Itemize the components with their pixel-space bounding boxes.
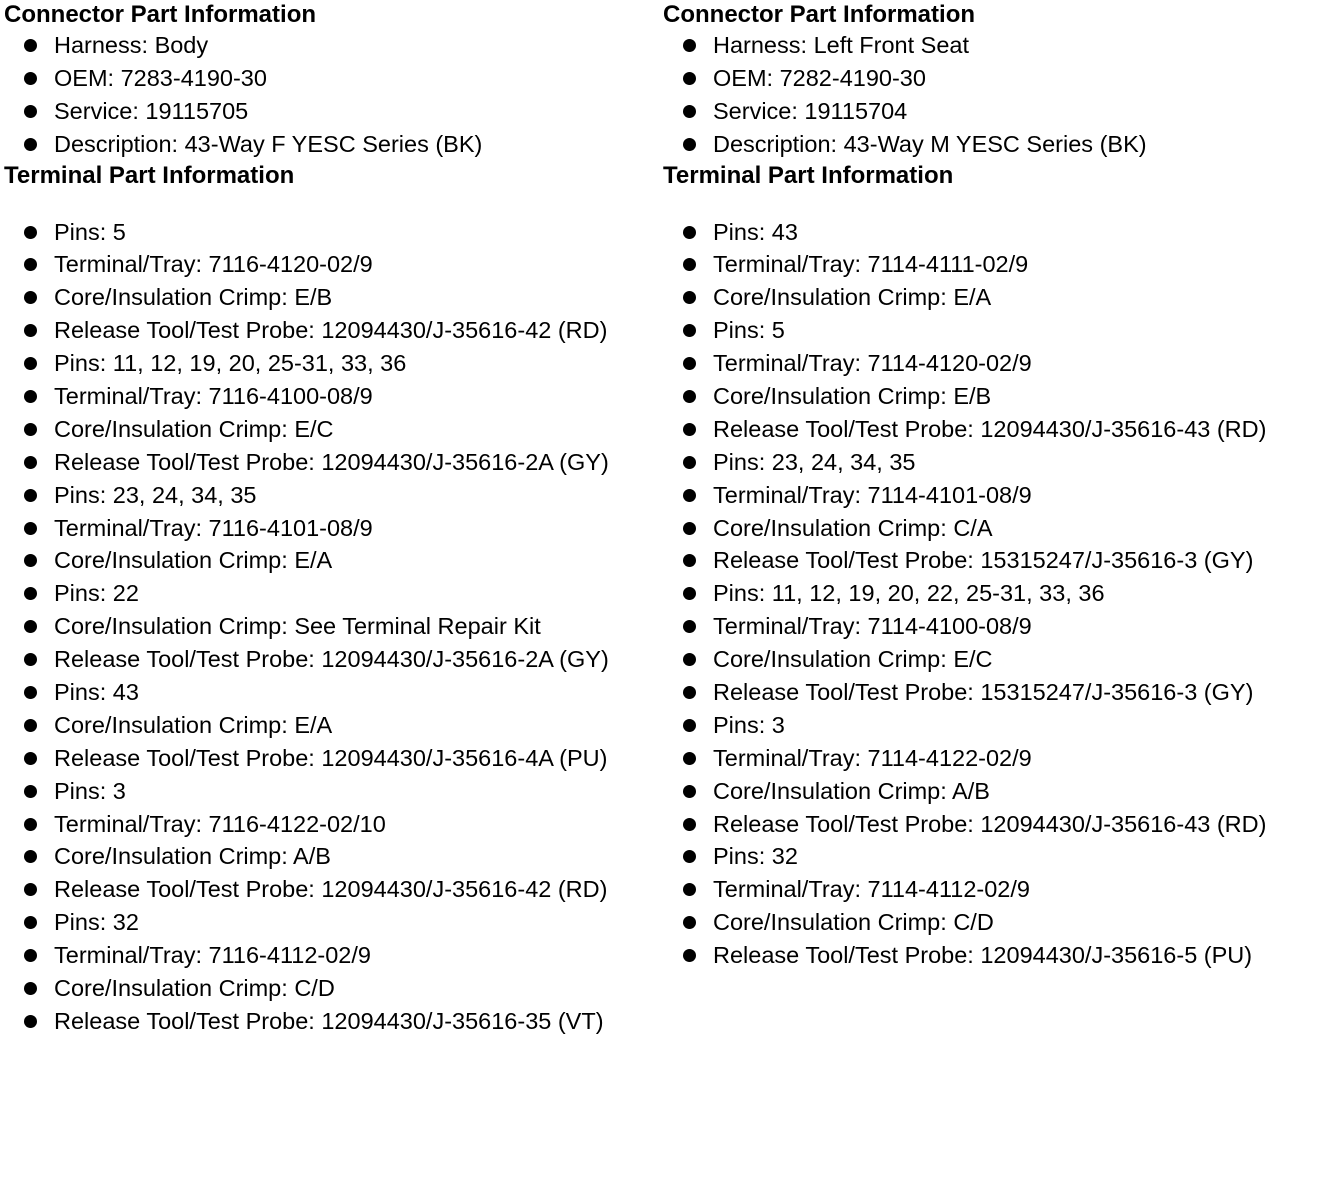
- list-item: [663, 95, 1323, 128]
- item-text: Pins: 32: [54, 909, 139, 936]
- list-item: [663, 512, 1323, 545]
- bullet-icon: [24, 489, 37, 502]
- list-item: [663, 29, 1323, 62]
- bullet-icon: [24, 291, 37, 304]
- terminal-group: [663, 840, 1323, 972]
- item-text: Core/Insulation Crimp: C/D: [54, 975, 335, 1002]
- bullet-icon: [683, 357, 696, 370]
- item-text: Terminal/Tray: 7114-4111-02/9: [713, 251, 1029, 278]
- bullet-icon: [683, 423, 696, 436]
- bullet-icon: [683, 226, 696, 239]
- bullet-icon: [683, 850, 696, 863]
- bullet-icon: [683, 554, 696, 567]
- item-text: Core/Insulation Crimp: A/B: [713, 777, 990, 804]
- list-item: [663, 347, 1323, 380]
- item-text: Pins: 11, 12, 19, 20, 25-31, 33, 36: [54, 350, 407, 377]
- bullet-icon: [24, 324, 37, 337]
- item-text: Terminal/Tray: 7114-4112-02/9: [713, 876, 1030, 903]
- terminal-groups: [663, 190, 1323, 972]
- bullet-icon: [683, 818, 696, 831]
- list-item: [663, 314, 1323, 347]
- item-text: Release Tool/Test Probe: 12094430/J-35616-43 (RD): [713, 415, 1267, 442]
- list-item: [4, 742, 659, 775]
- item-text: Service: 19115705: [54, 97, 249, 124]
- bullet-icon: [24, 752, 37, 765]
- list-item: [663, 248, 1323, 281]
- item-text: Pins: 22: [54, 580, 139, 607]
- item-text: Pins: 43: [54, 679, 139, 706]
- terminal-group: [663, 314, 1323, 446]
- terminal-group: [4, 775, 659, 907]
- right-column: [663, 0, 1323, 972]
- list-item: [663, 446, 1323, 479]
- bullet-icon: [683, 258, 696, 271]
- item-text: Service: 19115704: [713, 97, 908, 124]
- bullet-icon: [24, 554, 37, 567]
- terminal-heading: Terminal Part Information: [4, 161, 295, 189]
- item-text: Core/Insulation Crimp: C/D: [713, 909, 994, 936]
- item-text: Release Tool/Test Probe: 12094430/J-35616-35 (VT): [54, 1007, 604, 1034]
- bullet-icon: [24, 1015, 37, 1028]
- item-text: Core/Insulation Crimp: A/B: [54, 843, 331, 870]
- list-item: [663, 479, 1323, 512]
- item-text: Pins: 5: [713, 317, 785, 344]
- bullet-icon: [683, 686, 696, 699]
- bullet-icon: [24, 39, 37, 52]
- item-text: Terminal/Tray: 7114-4101-08/9: [713, 481, 1032, 508]
- terminal-group: [663, 216, 1323, 315]
- connector-list: [4, 29, 659, 161]
- list-item: [663, 873, 1323, 906]
- terminal-group: [4, 216, 659, 348]
- list-item: [663, 840, 1323, 873]
- item-text: Core/Insulation Crimp: E/A: [713, 284, 992, 311]
- list-item: [4, 873, 659, 906]
- item-text: OEM: 7283-4190-30: [54, 64, 267, 91]
- item-text: Harness: Left Front Seat: [713, 32, 970, 58]
- item-text: Core/Insulation Crimp: E/A: [54, 547, 333, 574]
- list-item: [663, 939, 1323, 972]
- list-item: [4, 643, 659, 676]
- connector-list: [663, 29, 1323, 161]
- list-item: [4, 906, 659, 939]
- terminal-group: [663, 709, 1323, 841]
- item-text: Release Tool/Test Probe: 12094430/J-35616-2A (GY): [54, 448, 609, 475]
- list-item: [663, 808, 1323, 841]
- bullet-icon: [683, 456, 696, 469]
- item-text: Core/Insulation Crimp: E/B: [54, 284, 333, 311]
- list-item: [4, 808, 659, 841]
- item-text: Core/Insulation Crimp: E/C: [713, 646, 993, 673]
- item-text: Description: 43-Way M YESC Series (BK): [713, 130, 1147, 157]
- list-item: [663, 643, 1323, 676]
- list-item: [4, 128, 659, 161]
- list-item: [663, 742, 1323, 775]
- item-text: Terminal/Tray: 7116-4120-02/9: [54, 251, 373, 278]
- bullet-icon: [683, 587, 696, 600]
- item-text: Pins: 3: [54, 777, 126, 804]
- item-text: Release Tool/Test Probe: 12094430/J-35616-42 (RD): [54, 317, 608, 344]
- list-item: [4, 1005, 659, 1038]
- list-item: [4, 840, 659, 873]
- connector-heading: Connector Part Information: [4, 1, 317, 28]
- bullet-icon: [24, 916, 37, 929]
- list-item: [663, 577, 1323, 610]
- bullet-icon: [683, 489, 696, 502]
- item-text: Pins: 11, 12, 19, 20, 22, 25-31, 33, 36: [713, 580, 1105, 607]
- bullet-icon: [683, 324, 696, 337]
- item-text: Core/Insulation Crimp: E/A: [54, 711, 333, 738]
- list-item: [4, 95, 659, 128]
- left-column: [4, 0, 659, 1038]
- list-item: [4, 479, 659, 512]
- item-text: Harness: Body: [54, 32, 209, 58]
- item-text: Terminal/Tray: 7116-4122-02/10: [54, 810, 386, 837]
- terminal-heading: Terminal Part Information: [663, 161, 954, 189]
- item-text: Terminal/Tray: 7114-4100-08/9: [713, 613, 1032, 640]
- bullet-icon: [24, 982, 37, 995]
- bullet-icon: [24, 423, 37, 436]
- list-item: [4, 62, 659, 95]
- bullet-icon: [24, 785, 37, 798]
- list-item: [663, 216, 1323, 249]
- list-item: [4, 281, 659, 314]
- bullet-icon: [24, 949, 37, 962]
- item-text: Core/Insulation Crimp: See Terminal Repair Kit: [54, 613, 541, 640]
- list-item: [4, 347, 659, 380]
- item-text: Terminal/Tray: 7116-4112-02/9: [54, 942, 371, 969]
- item-text: Pins: 32: [713, 843, 798, 870]
- list-item: [4, 709, 659, 742]
- item-text: Pins: 43: [713, 218, 798, 245]
- bullet-icon: [683, 138, 696, 151]
- item-text: Core/Insulation Crimp: C/A: [713, 514, 993, 541]
- list-item: [663, 610, 1323, 643]
- bullet-icon: [683, 916, 696, 929]
- item-text: Release Tool/Test Probe: 12094430/J-35616-43 (RD): [713, 810, 1267, 837]
- item-text: Terminal/Tray: 7116-4101-08/9: [54, 514, 373, 541]
- bullet-icon: [24, 850, 37, 863]
- item-text: Core/Insulation Crimp: E/C: [54, 415, 334, 442]
- list-item: [663, 380, 1323, 413]
- list-item: [4, 216, 659, 249]
- item-text: Release Tool/Test Probe: 15315247/J-35616-3 (GY): [713, 679, 1254, 706]
- bullet-icon: [683, 883, 696, 896]
- bullet-icon: [683, 390, 696, 403]
- bullet-icon: [683, 653, 696, 666]
- bullet-icon: [24, 357, 37, 370]
- bullet-icon: [24, 653, 37, 666]
- bullet-icon: [683, 949, 696, 962]
- list-item: [4, 446, 659, 479]
- item-text: Release Tool/Test Probe: 12094430/J-35616-2A (GY): [54, 646, 609, 673]
- list-item: [4, 29, 659, 62]
- list-item: [663, 676, 1323, 709]
- item-text: Release Tool/Test Probe: 12094430/J-35616-4A (PU): [54, 744, 608, 771]
- item-text: OEM: 7282-4190-30: [713, 64, 926, 91]
- bullet-icon: [24, 105, 37, 118]
- list-item: [663, 709, 1323, 742]
- item-text: Pins: 3: [713, 711, 785, 738]
- list-item: [663, 544, 1323, 577]
- list-item: [4, 413, 659, 446]
- bullet-icon: [24, 883, 37, 896]
- list-item: [663, 413, 1323, 446]
- bullet-icon: [24, 72, 37, 85]
- bullet-icon: [683, 105, 696, 118]
- list-item: [663, 906, 1323, 939]
- terminal-group: [663, 577, 1323, 709]
- terminal-group: [4, 347, 659, 479]
- bullet-icon: [683, 719, 696, 732]
- item-text: Release Tool/Test Probe: 12094430/J-35616-42 (RD): [54, 876, 608, 903]
- list-item: [663, 281, 1323, 314]
- bullet-icon: [683, 39, 696, 52]
- bullet-icon: [24, 686, 37, 699]
- list-item: [4, 544, 659, 577]
- list-item: [663, 128, 1323, 161]
- bullet-icon: [24, 818, 37, 831]
- bullet-icon: [24, 522, 37, 535]
- list-item: [4, 380, 659, 413]
- item-text: Terminal/Tray: 7114-4120-02/9: [713, 350, 1032, 377]
- bullet-icon: [683, 522, 696, 535]
- terminal-group: [663, 446, 1323, 578]
- item-text: Terminal/Tray: 7116-4100-08/9: [54, 383, 373, 410]
- list-item: [663, 62, 1323, 95]
- bullet-icon: [683, 785, 696, 798]
- bullet-icon: [683, 291, 696, 304]
- item-text: Terminal/Tray: 7114-4122-02/9: [713, 744, 1032, 771]
- list-item: [4, 512, 659, 545]
- bullet-icon: [24, 226, 37, 239]
- item-text: Core/Insulation Crimp: E/B: [713, 383, 992, 410]
- bullet-icon: [683, 72, 696, 85]
- list-item: [4, 676, 659, 709]
- list-item: [4, 248, 659, 281]
- bullet-icon: [24, 258, 37, 271]
- bullet-icon: [24, 456, 37, 469]
- list-item: [4, 314, 659, 347]
- item-text: Description: 43-Way F YESC Series (BK): [54, 130, 483, 157]
- item-text: Pins: 23, 24, 34, 35: [713, 448, 916, 475]
- list-item: [4, 939, 659, 972]
- list-item: [663, 775, 1323, 808]
- list-item: [4, 972, 659, 1005]
- bullet-icon: [24, 587, 37, 600]
- bullet-icon: [24, 138, 37, 151]
- bullet-icon: [24, 390, 37, 403]
- terminal-group: [4, 479, 659, 676]
- bullet-icon: [683, 752, 696, 765]
- list-item: [4, 610, 659, 643]
- connector-heading: Connector Part Information: [663, 1, 976, 28]
- item-text: Release Tool/Test Probe: 12094430/J-35616-5 (PU): [713, 942, 1253, 969]
- list-item: [4, 775, 659, 808]
- terminal-group: [4, 676, 659, 775]
- bullet-icon: [24, 620, 37, 633]
- item-text: Release Tool/Test Probe: 15315247/J-35616-3 (GY): [713, 547, 1254, 574]
- terminal-group: [4, 906, 659, 1038]
- bullet-icon: [683, 620, 696, 633]
- terminal-groups: [4, 190, 659, 1038]
- list-item: [4, 577, 659, 610]
- item-text: Pins: 5: [54, 218, 126, 245]
- item-text: Pins: 23, 24, 34, 35: [54, 481, 257, 508]
- bullet-icon: [24, 719, 37, 732]
